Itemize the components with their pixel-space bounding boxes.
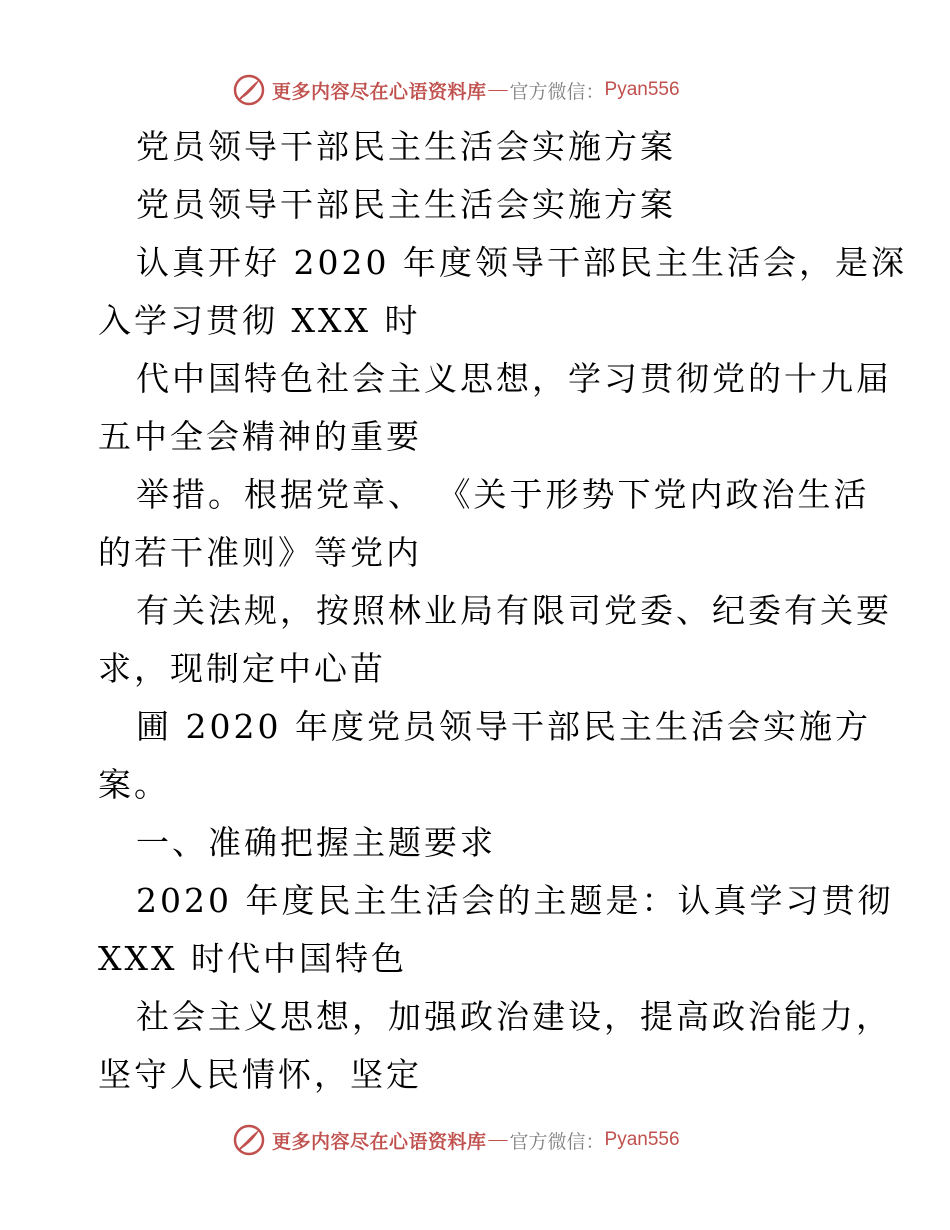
header-wechat-id: Pyan556	[604, 79, 680, 100]
document-body	[98, 118, 907, 1104]
paragraph-line: 社会主义思想，加强政治建设，提高政治能力，	[136, 997, 892, 1036]
paragraph-line: 有关法规，按照林业局有限司党委、纪委有关要	[136, 591, 892, 630]
quill-logo-icon	[232, 73, 266, 107]
header-banner	[232, 72, 752, 108]
doc-title: 党员领导干部民主生活会实施方案	[136, 127, 676, 166]
paragraph-line: 五中全会精神的重要	[98, 417, 422, 456]
header-wechat-label: 官方微信：	[509, 81, 605, 103]
section-heading: 一、准确把握主题要求	[136, 823, 496, 862]
paragraph-line: 2020 年度民主生活会的主题是：认真学习贯彻	[136, 881, 894, 920]
paragraph-line: 认真开好 2020 年度领导干部民主生活会，是深	[136, 243, 907, 282]
header-banner-dash: —	[488, 79, 508, 100]
footer-wechat-label: 官方微信：	[509, 1131, 605, 1153]
header-banner-text: 更多内容尽在心语资料库	[272, 81, 487, 103]
footer-banner	[232, 1122, 752, 1158]
quill-logo-icon	[232, 1123, 266, 1157]
footer-wechat-id: Pyan556	[604, 1129, 680, 1150]
paragraph-line: 举措。根据党章、 《关于形势下党内政治生活	[136, 475, 870, 514]
paragraph-line: 入学习贯彻 XXX 时	[98, 301, 421, 340]
footer-banner-dash: —	[488, 1129, 508, 1150]
paragraph-line: 圃 2020 年度党员领导干部民主生活会实施方	[136, 707, 871, 746]
paragraph-line: 的若干准则》等党内	[98, 533, 422, 572]
paragraph-line: 坚守人民情怀，坚定	[98, 1055, 422, 1094]
paragraph-line: 代中国特色社会主义思想，学习贯彻党的十九届	[136, 359, 892, 398]
paragraph-line: XXX 时代中国特色	[98, 939, 407, 978]
paragraph-line: 案。	[98, 765, 170, 804]
doc-subtitle: 党员领导干部民主生活会实施方案	[136, 185, 676, 224]
footer-banner-text: 更多内容尽在心语资料库	[272, 1131, 487, 1153]
paragraph-line: 求，现制定中心苗	[98, 649, 386, 688]
